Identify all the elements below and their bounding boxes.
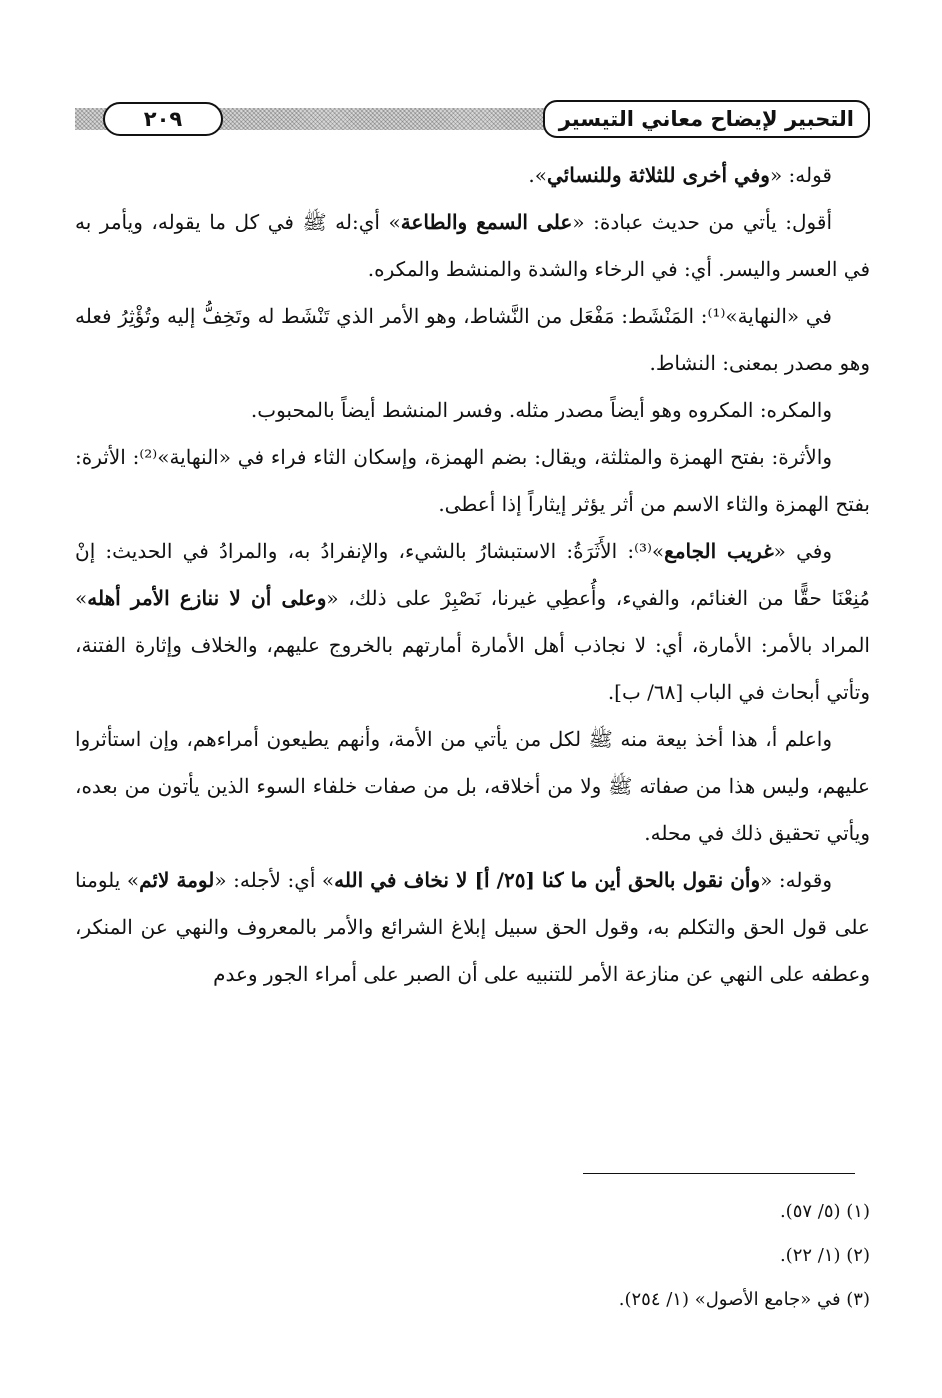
footnotes xyxy=(75,1190,870,1322)
text-run: » أي: لأجله: « xyxy=(214,868,335,892)
quoted-text: وفي أخرى للثلاثة وللنسائي xyxy=(547,163,770,187)
paragraph xyxy=(75,387,870,434)
quoted-text: غريب الجامع xyxy=(664,539,774,563)
quoted-text: وعلى أن لا ننازع الأمر أهله xyxy=(87,586,327,610)
paragraph xyxy=(75,716,870,857)
text-run: في «النهاية»⁽¹⁾: المَنْشَط: مَفْعَل من النَّشاط، وهو الأمر الذي تَنْشَط له وتَخِفُّ إليه وتُؤْثِرُ فعله وهو مصدر بمعنى: النشاط. xyxy=(75,304,870,375)
quoted-text: لومة لائم xyxy=(139,868,215,892)
footnote-2: (٢) (١/ ٢٢). xyxy=(779,1245,870,1266)
quoted-text: وأن نقول بالحق أين ما كنا [٢٥/ أ] لا نخاف في الله xyxy=(334,868,761,892)
paragraph xyxy=(75,528,870,716)
footnote-1: (١) (٥/ ٥٧). xyxy=(779,1201,870,1222)
footnote-3: (٣) في «جامع الأصول» (١/ ٢٥٤). xyxy=(618,1289,870,1310)
paragraph xyxy=(75,857,870,998)
text-run: أقول: يأتي من حديث عبادة: « xyxy=(572,210,832,234)
text-run: وفي « xyxy=(773,539,832,563)
text-run: » أي:له ﷺ في كل ما يقوله، ويأمر به في العسر واليسر. أي: في الرخاء والشدة والمنشط والمكره. xyxy=(75,210,870,281)
text-run: ». xyxy=(528,163,547,187)
page-header xyxy=(75,100,870,140)
text-run: قوله: « xyxy=(769,163,832,187)
book-title: التحبير لإيضاح معاني التيسير xyxy=(543,100,870,138)
paragraph xyxy=(75,434,870,528)
text-run: » المراد بالأمر: الأمارة، أي: لا نجاذب أهل الأمارة أمارتهم بالخروج عليهم، والخلاف وإثارة الفتنة، وتأتي أبحاث في الباب [٦٨/ ب]. xyxy=(75,586,870,704)
text-run: وقوله: « xyxy=(760,868,832,892)
footnote-separator xyxy=(583,1173,855,1174)
text-run: » يلومنا على قول الحق والتكلم به، وقول الحق سبيل إبلاغ الشرائع والأمر بالمعروف والنهي عن المنكر، وعطفه على النهي عن منازعة الأمر للتنبيه على أن الصبر على أمراء الجور وعدم xyxy=(75,868,870,986)
quoted-text: على السمع والطاعة xyxy=(400,210,573,234)
text-run: واعلم أ، هذا أخذ بيعة منه ﷺ لكل من يأتي من الأمة، وأنهم يطيعون أمراءهم، وإن استأثروا عليهم، وليس هذا من صفاته ﷺ ولا من أخلاقه، بل من صفات خلفاء السوء الذين يأتون من بعده، ويأتي تحقيق ذلك في محله. xyxy=(75,727,870,845)
text-run: والأثرة: بفتح الهمزة والمثلثة، ويقال: بضم الهمزة، وإسكان الثاء فراء في «النهاية»⁽²⁾: الأثرة: بفتح الهمزة والثاء الاسم من أثر يؤثر إيثاراً إذا أعطى. xyxy=(75,445,870,516)
paragraph xyxy=(75,199,870,293)
text-run: والمكره: المكروه وهو أيضاً مصدر مثله. وفسر المنشط أيضاً بالمحبوب. xyxy=(250,398,832,422)
paragraph xyxy=(75,293,870,387)
text-run: »⁽³⁾: الأَثَرَةُ: الاستبشارُ بالشيء، والإنفرادُ به، والمرادُ في الحديث: إنْ مُنِعْنَا حقًّا من الغنائم، والفيء، وأُعطِي غيرنا، نَصْبِرْ على ذلك، « xyxy=(75,539,871,610)
page-number: ٢٠٩ xyxy=(103,102,223,136)
main-text xyxy=(75,152,870,998)
paragraph xyxy=(75,152,870,199)
